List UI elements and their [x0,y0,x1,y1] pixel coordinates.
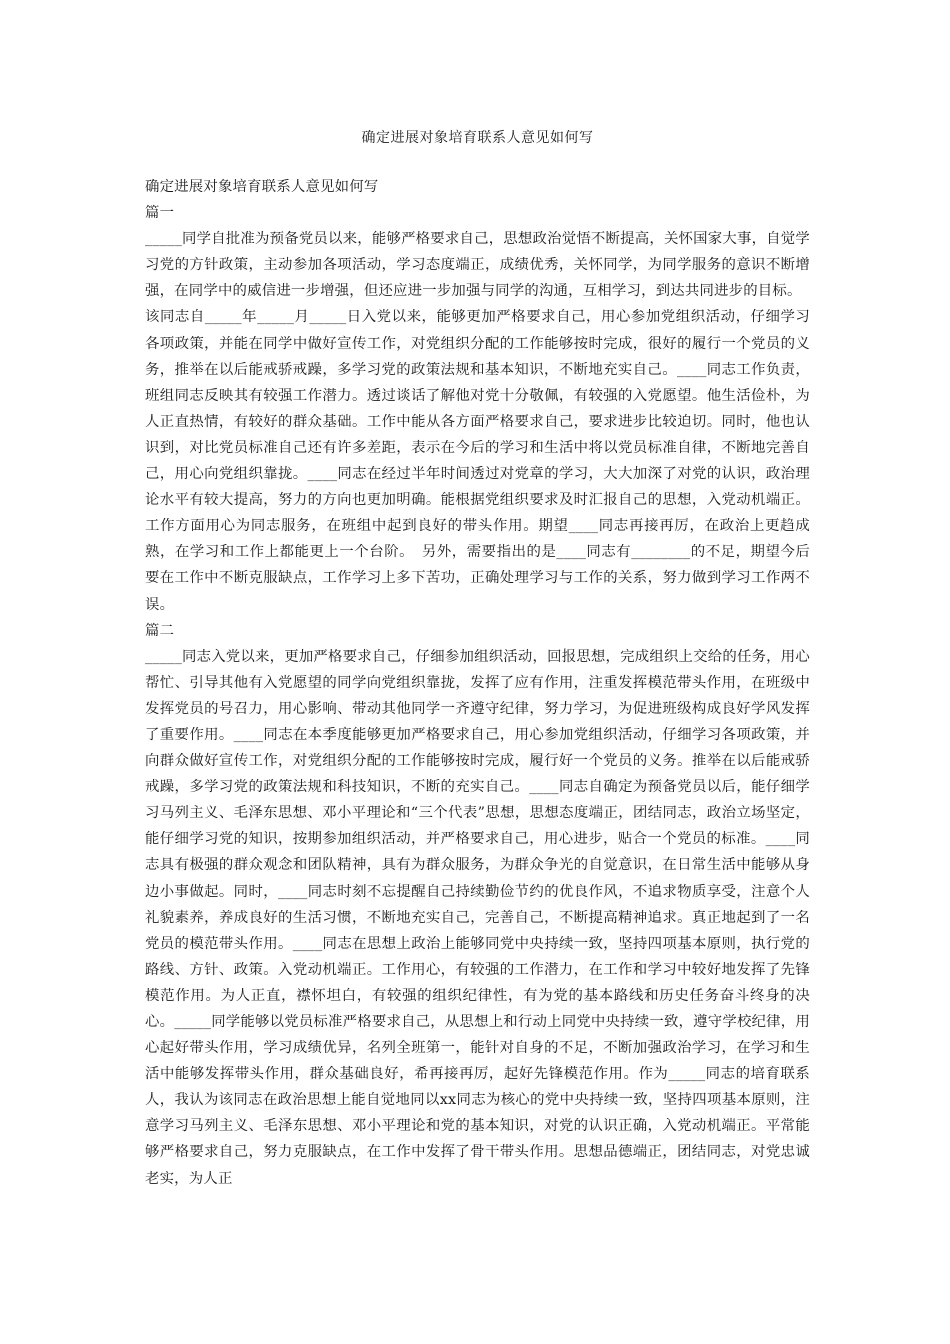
section-heading-2: 篇二 [145,622,175,639]
section2-paragraph-1: _____同志入党以来，更加严格要求自己，仔细参加组织活动，回报思想，完成组织上交给的任务，用心帮忙、引导其他有入党愿望的同学向党组织靠拢，发挥了应有作用，注重发挥模范带头作用，在班级中发挥党员的号召力，用心影响、带动其他同学一齐遵守纪律，努力学习，为促进班级构成良好学风发挥了重要作用。____同志在本季度能够更加严格要求自己，用心参加党组织活动，仔细学习各项政策，并向群众做好宣传工作，对党组织分配的工作能够按时完成，履行好一个党员的义务。推举在以后能戒骄戒躁，多学习党的政策法规和科技知识，不断的充实自己。____同志自确定为预备党员以后，能仔细学习马列主义、毛泽东思想、邓小平理论和“三个代表”思想，思想态度端正，团结同志，政治立场坚定，能仔细学习党的知识，按期参加组织活动，并严格要求自己，用心进步，贴合一个党员的标准。____同志具有极强的群众观念和团队精神，具有为群众服务，为群众争光的自觉意识，在日常生活中能够从身边小事做起。同时，____同志时刻不忘提醒自己持续勤俭节约的优良作风，不追求物质享受，注意个人礼貌素养，养成良好的生活习惯，不断地充实自己，完善自己，不断提高精神追求。真正地起到了一名党员的模范带头作用。____同志在思想上政治上能够同党中央持续一致，坚持四项基本原则，执行党的路线、方针、政策。入党动机端正。工作用心，有较强的工作潜力，在工作和学习中较好地发挥了先锋模范作用。为人正直，襟怀坦白，有较强的组织纪律性，有为党的基本路线和历史任务奋斗终身的决心。_____同学能够以党员标准严格要求自己，从思想上和行动上同党中央持续一致，遵守学校纪律，用心起好带头作用，学习成绩优异，名列全班第一，能针对自身的不足，不断加强政治学习，在学习和生活中能够发挥带头作用，群众基础良好，希再接再厉，起好先锋模范作用。作为_____同志的培育联系人，我认为该同志在政治思想上能自觉地同以xx同志为核心的党中央持续一致，坚持四项基本原则，注意学习马列主义、毛泽东思想、邓小平理论和党的基本知识，对党的认识正确，入党动机端正。平常能够严格要求自己，努力克服缺点，在工作中发挥了骨干带头作用。思想品德端正，团结同志，对党忠诚老实，为人正 [145,648,810,1187]
section1-paragraph-1: _____同学自批准为预备党员以来，能够严格要求自己，思想政治觉悟不断提高，关怀国家大事，自觉学习党的方针政策，主动参加各项活动，学习态度端正，成绩优秀，关怀同学，为同学服务的意识不断增强，在同学中的威信进一步增强，但还应进一步加强与同学的沟通，互相学习，到达共同进步的目标。 [145,231,810,300]
document-subtitle: 确定进展对象培育联系人意见如何写 [145,179,379,195]
document-body [145,174,810,1192]
section-heading-1: 篇一 [145,205,175,222]
section1-paragraph-2: 该同志自_____年_____月_____日入党以来，能够更加严格要求自己，用心参加党组织活动，仔细学习各项政策，并能在同学中做好宣传工作，对党组织分配的工作能够按时完成，很好的履行一个党员的义务，推举在以后能戒骄戒躁，多学习党的政策法规和基本知识，不断地充实自己。____同志工作负责，班组同志反映其有较强工作潜力。透过谈话了解他对党十分敬佩，有较强的入党愿望。他生活俭朴，为人正直热情，有较好的群众基础。工作中能从各方面严格要求自己，要求进步比较迫切。同时，他也认识到，对比党员标准自己还有许多差距，表示在今后的学习和生活中将以党员标准自律，不断地完善自己，用心向党组织靠拢。____同志在经过半年时间透过对党章的学习，大大加深了对党的认识，政治理论水平有较大提高，努力的方向也更加明确。能根据党组织要求及时汇报自己的思想，入党动机端正。工作方面用心为同志服务，在班组中起到良好的带头作用。期望____同志再接再厉，在政治上更趋成熟，在学习和工作上都能更上一个台阶。 另外，需要指出的是____同志有________的不足，期望今后要在工作中不断克服缺点，工作学习上多下苦功，正确处理学习与工作的关系，努力做到学习工作两不误。 [145,309,810,613]
document-title: 确定进展对象培育联系人意见如何写 [361,130,594,146]
